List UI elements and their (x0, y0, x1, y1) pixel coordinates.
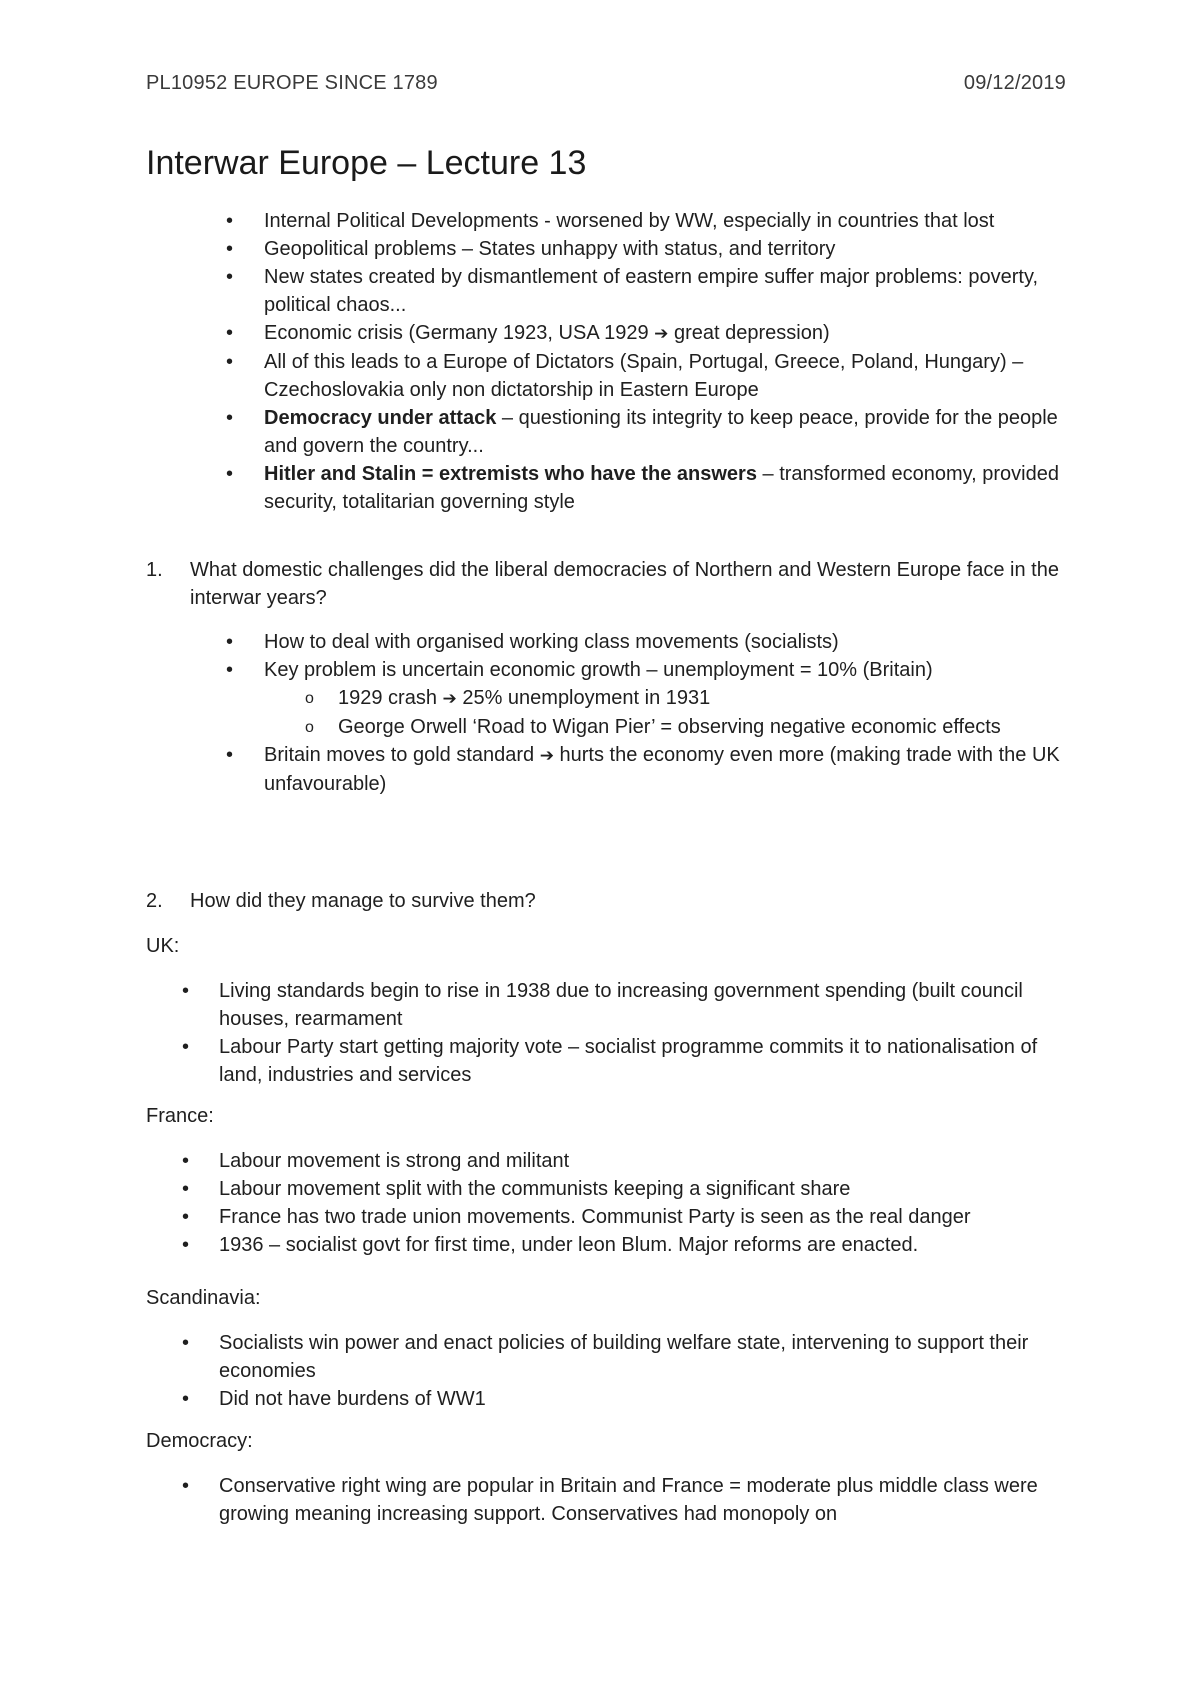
page-title: Interwar Europe – Lecture 13 (146, 144, 587, 182)
list-item: • Key problem is uncertain economic growth – unemployment = 10% (Britain) (0, 656, 1200, 684)
list-item: • How to deal with organised working class movements (socialists) (0, 628, 1200, 656)
list-item: • Did not have burdens of WW1 (0, 1385, 1200, 1413)
list-item: • Democracy under attack – questioning its integrity to keep peace, provide for the people and govern the country... (0, 404, 1200, 460)
section-label-uk: UK: (146, 935, 180, 957)
list-item: • Conservative right wing are popular in Britain and France = moderate plus middle class were growing meaning increasing support. Conservatives had monopoly on (0, 1472, 1200, 1528)
scandinavia-list (0, 1329, 1200, 1413)
list-item: • Labour movement is strong and militant (0, 1147, 1200, 1175)
arrow-right-icon: ➔ (442, 689, 457, 709)
uk-list (0, 977, 1200, 1089)
q1-answer-list (0, 628, 1200, 798)
list-item: • Internal Political Developments - worsened by WW, especially in countries that lost (0, 207, 1200, 235)
list-item: • Labour Party start getting majority vote – socialist programme commits it to nationalisation of land, industries and services (0, 1033, 1200, 1089)
list-item: • France has two trade union movements. Communist Party is seen as the real danger (0, 1203, 1200, 1231)
list-item: • New states created by dismantlement of eastern empire suffer major problems: poverty, political chaos... (0, 263, 1200, 319)
date-header: 09/12/2019 (963, 72, 1066, 94)
list-item: • Hitler and Stalin = extremists who have the answers – transformed economy, provided security, totalitarian governing style (0, 460, 1200, 516)
question-number: 2. (146, 890, 163, 912)
list-item: • All of this leads to a Europe of Dictators (Spain, Portugal, Greece, Poland, Hungary) – Czechoslovakia only non dictatorship in Eastern Europe (0, 348, 1200, 404)
list-item: • Socialists win power and enact policies of building welfare state, intervening to support their economies (0, 1329, 1200, 1385)
question-text: What domestic challenges did the liberal democracies of Northern and Western Europe face in the interwar years? (190, 559, 1059, 609)
sub-list-item: o 1929 crash ➔ 25% unemployment in 1931 (0, 684, 1200, 713)
sub-list-item: o George Orwell ‘Road to Wigan Pier’ = observing negative economic effects (0, 713, 1200, 741)
list-item: • Living standards begin to rise in 1938 due to increasing government spending (built council houses, rearmament (0, 977, 1200, 1033)
arrow-right-icon: ➔ (654, 324, 669, 344)
question-1 (0, 556, 1200, 612)
section-label-democracy: Democracy: (146, 1430, 253, 1452)
france-list (0, 1147, 1200, 1259)
question-2 (0, 887, 1200, 915)
intro-list (0, 207, 1200, 516)
section-label-scandinavia: Scandinavia: (146, 1287, 261, 1309)
question-text: How did they manage to survive them? (190, 890, 536, 912)
course-header: PL10952 EUROPE SINCE 1789 (146, 72, 438, 94)
arrow-right-icon: ➔ (539, 746, 554, 766)
list-item: • Geopolitical problems – States unhappy with status, and territory (0, 235, 1200, 263)
list-item: • Labour movement split with the communists keeping a significant share (0, 1175, 1200, 1203)
democracy-list (0, 1472, 1200, 1528)
list-item: • Britain moves to gold standard ➔ hurts the economy even more (making trade with the UK unfavourable) (0, 741, 1200, 798)
list-item: • 1936 – socialist govt for first time, under leon Blum. Major reforms are enacted. (0, 1231, 1200, 1259)
list-item: • Economic crisis (Germany 1923, USA 1929 ➔ great depression) (0, 319, 1200, 348)
section-label-france: France: (146, 1105, 214, 1127)
question-number: 1. (146, 559, 163, 581)
